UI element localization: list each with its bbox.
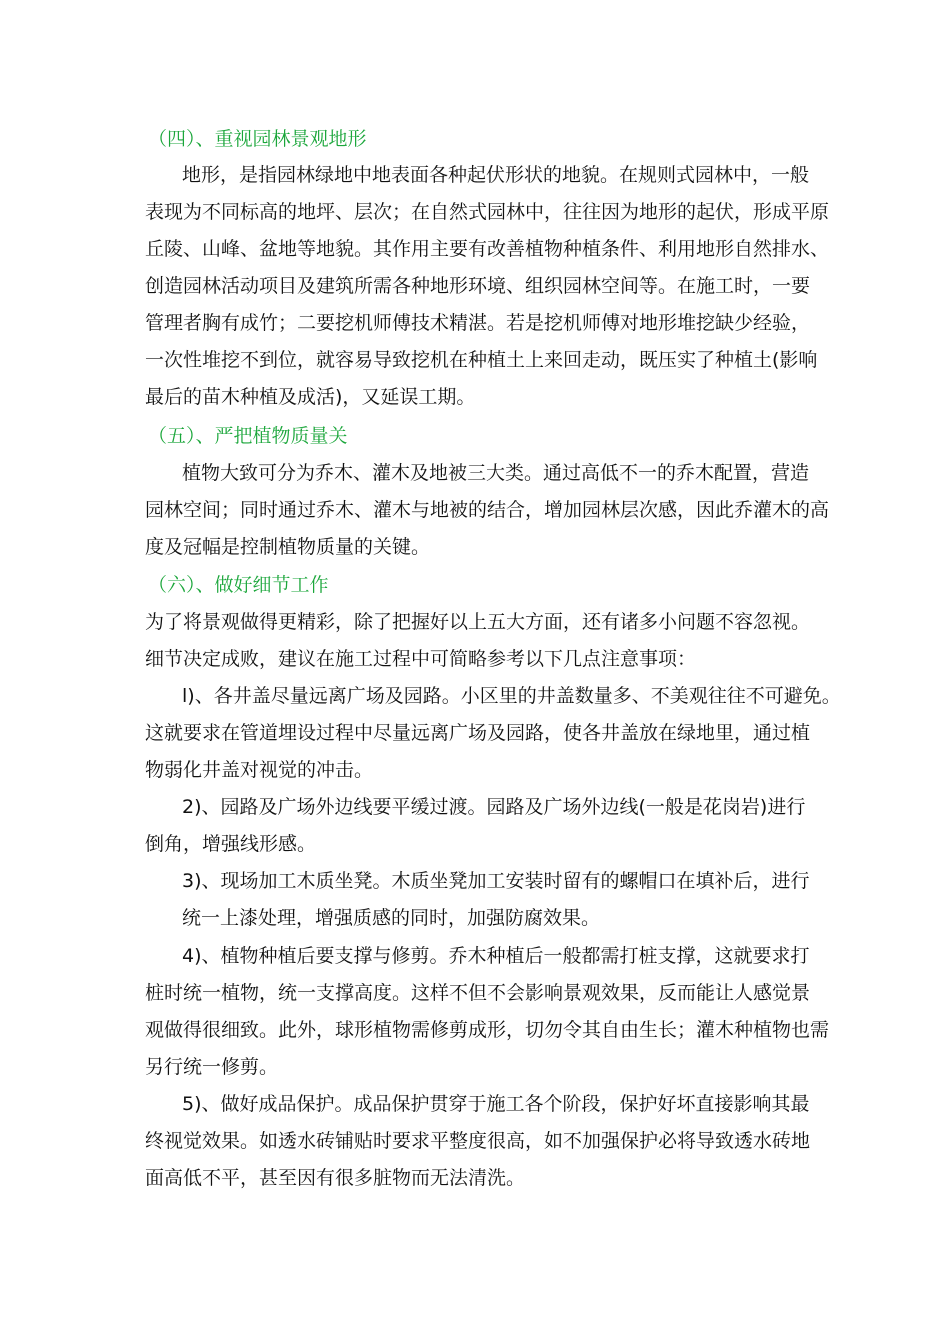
paragraph-line: 为了将景观做得更精彩，除了把握好以上五大方面，还有诸多小问题不容忽视。 <box>145 611 811 633</box>
paragraph-line: 创造园林活动项目及建筑所需各种地形环境、组织园林空间等。在施工时，一要 <box>145 275 811 297</box>
paragraph-line: 面高低不平，甚至因有很多脏物而无法清洗。 <box>145 1167 526 1189</box>
section-heading-6: （六）、做好细节工作 <box>148 574 329 596</box>
paragraph-line: 最后的苗木种植及成活)，又延误工期。 <box>145 386 476 408</box>
paragraph-line: 物弱化井盖对视觉的冲击。 <box>145 759 374 781</box>
paragraph-line: 这就要求在管道埋设过程中尽量远离广场及园路，使各井盖放在绿地里，通过植 <box>145 722 811 744</box>
paragraph-line: 观做得很细致。此外，球形植物需修剪成形，切勿令其自由生长；灌木种植物也需 <box>145 1019 830 1041</box>
paragraph-line: 一次性堆挖不到位，就容易导致挖机在种植土上来回走动，既压实了种植土(影响 <box>145 349 818 371</box>
paragraph-line: 丘陵、山峰、盆地等地貌。其作用主要有改善植物种植条件、利用地形自然排水、 <box>145 238 830 260</box>
paragraph-line: 地形，是指园林绿地中地表面各种起伏形状的地貌。在规则式园林中，一般 <box>182 164 810 186</box>
paragraph-line: 3)、现场加工木质坐凳。木质坐凳加工安装时留有的螺帽口在填补后，进行 <box>182 870 810 892</box>
paragraph-line: 植物大致可分为乔木、灌木及地被三大类。通过高低不一的乔木配置，营造 <box>182 462 810 484</box>
paragraph-line: 管理者胸有成竹；二要挖机师傅技术精湛。若是挖机师傅对地形堆挖缺少经验， <box>145 312 811 334</box>
paragraph-line: 5)、做好成品保护。成品保护贯穿于施工各个阶段，保护好坏直接影响其最 <box>182 1093 810 1115</box>
paragraph-line: 终视觉效果。如透水砖铺贴时要求平整度很高，如不加强保护必将导致透水砖地 <box>145 1130 811 1152</box>
section-heading-5: （五）、严把植物质量关 <box>148 425 348 447</box>
paragraph-line: 2)、园路及广场外边线要平缓过渡。园路及广场外边线(一般是花岗岩)进行 <box>182 796 806 818</box>
paragraph-line: 表现为不同标高的地坪、层次；在自然式园林中，往往因为地形的起伏，形成平原 <box>145 201 830 223</box>
paragraph-line: 倒角，增强线形感。 <box>145 833 317 855</box>
section-heading-4: （四）、重视园林景观地形 <box>148 128 367 150</box>
paragraph-line: 桩时统一植物，统一支撑高度。这样不但不会影响景观效果，反而能让人感觉景 <box>145 982 811 1004</box>
paragraph-line: l)、各井盖尽量远离广场及园路。小区里的井盖数量多、不美观往往不可避免。 <box>182 685 841 707</box>
paragraph-line: 统一上漆处理，增强质感的同时，加强防腐效果。 <box>182 907 601 929</box>
paragraph-line: 细节决定成败，建议在施工过程中可简略参考以下几点注意事项： <box>145 648 697 670</box>
paragraph-line: 另行统一修剪。 <box>145 1056 279 1078</box>
paragraph-line: 4)、植物种植后要支撑与修剪。乔木种植后一般都需打桩支撑，这就要求打 <box>182 945 810 967</box>
paragraph-line: 度及冠幅是控制植物质量的关键。 <box>145 536 431 558</box>
paragraph-line: 园林空间；同时通过乔木、灌木与地被的结合，增加园林层次感，因此乔灌木的高 <box>145 499 830 521</box>
